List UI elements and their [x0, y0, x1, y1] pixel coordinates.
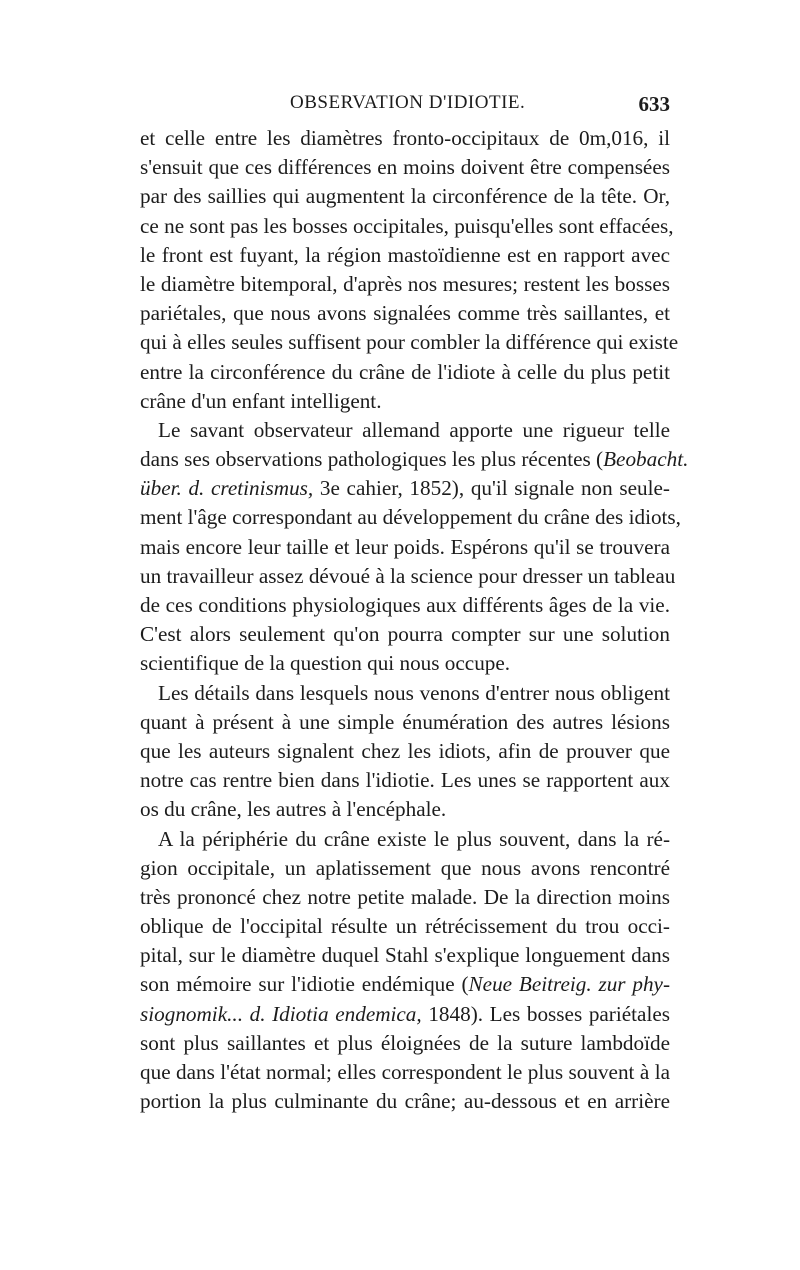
text-segment: scientifique de la question qui nous occupe.: [140, 651, 511, 676]
running-head: [140, 92, 670, 122]
text-segment: entre la circonférence du crâne de l'idiote à celle du plus petit: [140, 359, 670, 384]
paragraph: [140, 679, 670, 825]
text-segment: dans ses observations pathologiques les plus récentes (: [140, 447, 604, 472]
text-segment: ment l'âge correspondant au développement du crâne des idiots,: [140, 505, 681, 530]
text-segment: un travailleur assez dévoué à la science pour dresser un tableau: [140, 563, 676, 588]
text-segment: os du crâne, les autres à l'encéphale.: [140, 797, 447, 822]
text-line: [140, 416, 670, 445]
text-line: [140, 533, 670, 562]
text-line: [140, 649, 670, 678]
text-segment: que dans l'état normal; elles correspondent le plus souvent à la: [140, 1060, 670, 1084]
text-segment: le front est fuyant, la région mastoïdienne est en rapport avec: [140, 242, 670, 267]
text-line: [140, 358, 670, 387]
text-line: [140, 1000, 670, 1029]
text-line: [140, 825, 670, 854]
text-line: [140, 591, 670, 620]
text-segment: Le savant observateur allemand apporte une rigueur telle: [158, 417, 670, 442]
text-segment: ce ne sont pas les bosses occipitales, puisqu'elles sont effacées,: [140, 213, 674, 238]
text-line: [140, 212, 674, 241]
text-line: [140, 1087, 670, 1116]
text-line: [140, 1029, 670, 1058]
text-line: [140, 620, 670, 649]
text-line: [140, 124, 670, 153]
text-segment: crâne d'un enfant intelligent.: [140, 388, 382, 413]
text-segment: s'ensuit que ces différences en moins doivent être compensées: [140, 155, 670, 180]
italic-text: über. d. cretinismus,: [140, 476, 314, 501]
text-line: [140, 795, 670, 824]
paragraph: [140, 124, 679, 416]
text-segment: 1848). Les bosses pariétales: [421, 1001, 670, 1026]
text-line: [140, 445, 689, 474]
page-number: 633: [638, 92, 670, 116]
text-segment: A la périphérie du crâne existe le plus souvent, dans la ré-: [158, 826, 670, 851]
text-line: [140, 241, 670, 270]
text-line: [140, 708, 670, 737]
body-text: [140, 124, 689, 1116]
text-segment: qui à elles seules suffisent pour combler la différence qui existe: [140, 330, 679, 355]
text-segment: son mémoire sur l'idiotie endémique (: [140, 972, 469, 997]
text-segment: pital, sur le diamètre duquel Stahl s'explique longuement dans: [140, 943, 670, 968]
text-line: [140, 737, 670, 766]
text-segment: 3e cahier, 1852), qu'il signale non seule-: [313, 476, 670, 501]
text-line: [140, 387, 670, 416]
italic-text: siognomik... d. Idiotia endemica,: [140, 1001, 422, 1026]
text-segment: le diamètre bitemporal, d'après nos mesures; restent les bosses: [140, 271, 670, 296]
text-segment: et celle entre les diamètres fronto-occipitaux de 0m,016, il: [140, 126, 670, 150]
text-segment: portion la plus culminante du crâne; au-dessous et en arrière: [140, 1089, 670, 1114]
text-segment: quant à présent à une simple énumération des autres lésions: [140, 709, 670, 734]
text-line: [140, 766, 670, 795]
text-line: [140, 883, 670, 912]
text-line: [140, 153, 670, 182]
text-segment: que les auteurs signalent chez les idiots, afin de prouver que: [140, 738, 670, 763]
paragraph: [140, 825, 670, 1117]
text-line: [140, 679, 670, 708]
text-line: [140, 970, 670, 999]
text-line: [140, 503, 681, 532]
text-segment: très prononcé chez notre petite malade. De la direction moins: [140, 884, 670, 909]
text-segment: Les détails dans lesquels nous venons d'entrer nous obligent: [158, 680, 670, 705]
text-line: [140, 270, 670, 299]
paragraph: [140, 416, 689, 679]
text-line: [140, 562, 676, 591]
text-segment: gion occipitale, un aplatissement que nous avons rencontré: [140, 855, 670, 880]
text-segment: de ces conditions physiologiques aux différents âges de la vie.: [140, 593, 670, 617]
text-line: [140, 1058, 670, 1087]
italic-text: Beobacht.: [603, 447, 689, 472]
italic-text: Neue Beitreig. zur phy-: [468, 972, 671, 997]
text-segment: notre cas rentre bien dans l'idiotie. Les unes se rapportent aux: [140, 768, 670, 793]
running-title: OBSERVATION D'IDIOTIE.: [290, 92, 526, 113]
text-line: [140, 328, 679, 357]
text-segment: C'est alors seulement qu'on pourra compter sur une solution: [140, 622, 670, 647]
text-segment: pariétales, que nous avons signalées comme très saillantes, et: [140, 301, 670, 326]
text-segment: mais encore leur taille et leur poids. Espérons qu'il se trouvera: [140, 534, 670, 559]
text-segment: sont plus saillantes et plus éloignées de la suture lambdoïde: [140, 1030, 670, 1055]
text-line: [140, 941, 670, 970]
text-line: [140, 474, 670, 503]
text-line: [140, 182, 670, 211]
text-line: [140, 912, 670, 941]
text-line: [140, 299, 670, 328]
text-segment: par des saillies qui augmentent la circonférence de la tête. Or,: [140, 184, 670, 209]
text-line: [140, 854, 670, 883]
text-segment: oblique de l'occipital résulte un rétrécissement du trou occi-: [140, 914, 670, 939]
